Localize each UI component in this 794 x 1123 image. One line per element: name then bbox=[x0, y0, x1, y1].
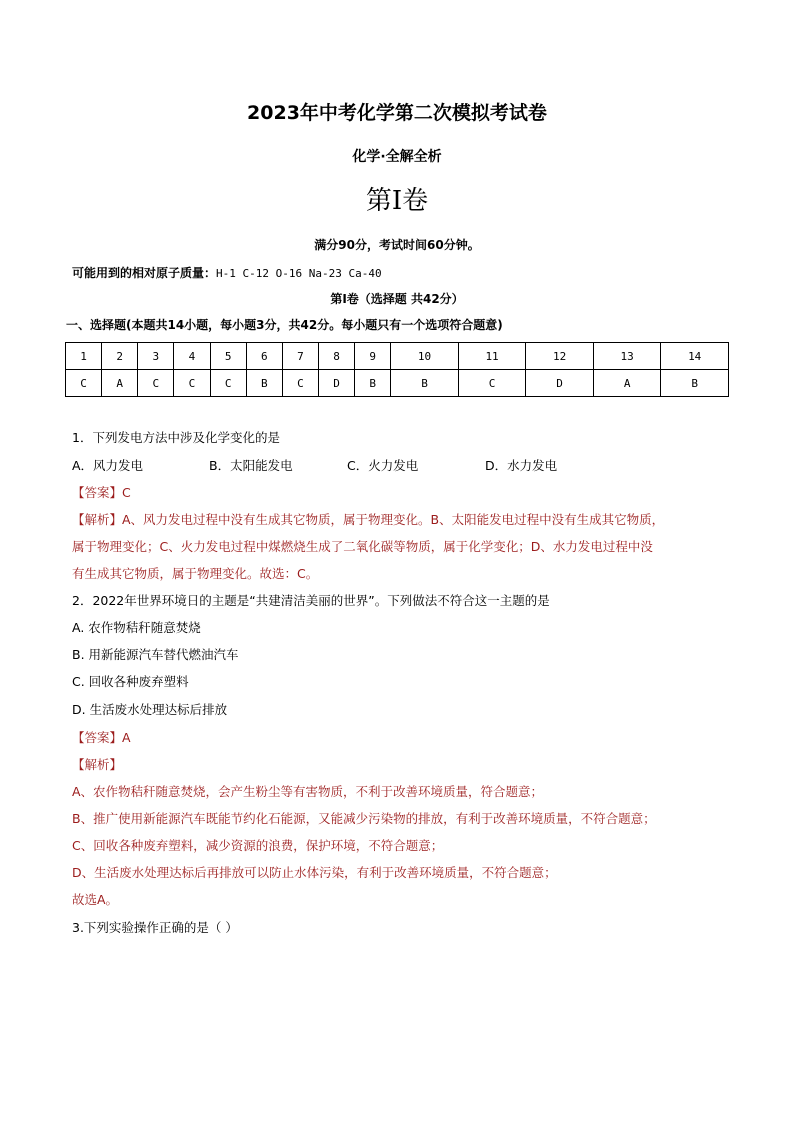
table-cell: 6 bbox=[246, 343, 282, 370]
q1-analysis-line: 有生成其它物质，属于物理变化。故选：C。 bbox=[72, 566, 319, 581]
table-cell: 7 bbox=[282, 343, 318, 370]
page-title: 2023年中考化学第二次模拟考试卷 bbox=[247, 102, 547, 124]
q2-analysis-line: B、推广使用新能源汽车既能节约化石能源，又能减少污染物的排放，有利于改善环境质量，不符合题意； bbox=[72, 811, 656, 826]
table-cell: 9 bbox=[355, 343, 391, 370]
q2-question: 2．2022年世界环境日的主题是“共建清洁美丽的世界”。下列做法不符合这一主题的是 bbox=[72, 593, 550, 608]
table-cell: 11 bbox=[458, 343, 526, 370]
page-subtitle: 化学·全解全析 bbox=[352, 149, 442, 165]
table-cell: A bbox=[102, 370, 138, 397]
q1-analysis-line: 属于物理变化；C、火力发电过程中煤燃烧生成了二氧化碳等物质，属于化学变化；D、水力发电过程中没 bbox=[72, 539, 653, 554]
table-cell: B bbox=[355, 370, 391, 397]
volume-title: 第Ⅰ卷 bbox=[365, 186, 429, 216]
section-one-heading: 一、选择题(本题共14小题，每小题3分，共42分。每小题只有一个选项符合题意) bbox=[66, 318, 503, 332]
table-cell: 14 bbox=[661, 343, 729, 370]
table-cell: 1 bbox=[66, 343, 102, 370]
table-cell: C bbox=[138, 370, 174, 397]
q1-option-d: D．水力发电 bbox=[485, 458, 558, 473]
q1-options bbox=[72, 456, 557, 474]
table-cell: D bbox=[318, 370, 354, 397]
table-cell: D bbox=[526, 370, 594, 397]
table-cell: B bbox=[246, 370, 282, 397]
atomic-mass-info bbox=[72, 264, 382, 281]
q1-option-b: B．太阳能发电 bbox=[209, 458, 293, 473]
answer-table-number-row bbox=[66, 343, 729, 370]
atomic-mass-values: H-1 C-12 O-16 Na-23 Ca-40 bbox=[216, 267, 382, 280]
q1-question: 1．下列发电方法中涉及化学变化的是 bbox=[72, 430, 280, 445]
q1-answer: 【答案】C bbox=[72, 485, 131, 500]
table-cell: B bbox=[661, 370, 729, 397]
table-cell: 4 bbox=[174, 343, 210, 370]
table-cell: 10 bbox=[391, 343, 459, 370]
table-cell: 8 bbox=[318, 343, 354, 370]
table-cell: C bbox=[66, 370, 102, 397]
table-cell: C bbox=[174, 370, 210, 397]
table-cell: A bbox=[593, 370, 661, 397]
table-cell: 2 bbox=[102, 343, 138, 370]
table-cell: B bbox=[391, 370, 459, 397]
table-cell: 5 bbox=[210, 343, 246, 370]
table-cell: 12 bbox=[526, 343, 594, 370]
q2-analysis-line: 故选A。 bbox=[72, 892, 119, 907]
q2-option-c: C. 回收各种废弃塑料 bbox=[72, 674, 189, 689]
q2-analysis-line: C、回收各种废弃塑料，减少资源的浪费，保护环境，不符合题意； bbox=[72, 838, 444, 853]
q2-analysis-line: D、生活废水处理达标后再排放可以防止水体污染，有利于改善环境质量，不符合题意； bbox=[72, 865, 557, 880]
table-cell: 3 bbox=[138, 343, 174, 370]
q1-option-c: C．火力发电 bbox=[347, 458, 419, 473]
atomic-mass-label: 可能用到的相对原子质量： bbox=[72, 266, 217, 280]
table-cell: C bbox=[282, 370, 318, 397]
score-time-info: 满分90分，考试时间60分钟。 bbox=[314, 238, 480, 252]
q1-analysis-line: 【解析】A、风力发电过程中没有生成其它物质，属于物理变化。B、太阳能发电过程中没有生成其它物质， bbox=[72, 512, 665, 527]
q2-option-a: A. 农作物秸秆随意焚烧 bbox=[72, 620, 201, 635]
q2-option-d: D. 生活废水处理达标后排放 bbox=[72, 702, 228, 717]
q2-analysis-label: 【解析】 bbox=[72, 757, 123, 772]
table-cell: C bbox=[210, 370, 246, 397]
q2-answer: 【答案】A bbox=[72, 730, 131, 745]
q2-option-b: B. 用新能源汽车替代燃油汽车 bbox=[72, 647, 239, 662]
answer-table-answer-row bbox=[66, 370, 729, 397]
table-cell: C bbox=[458, 370, 526, 397]
table-cell: 13 bbox=[593, 343, 661, 370]
answer-table bbox=[65, 342, 729, 397]
volume-one-heading: 第Ⅰ卷（选择题 共42分） bbox=[330, 292, 464, 306]
q1-option-a: A．风力发电 bbox=[72, 458, 144, 473]
q2-analysis-line: A、农作物秸秆随意焚烧，会产生粉尘等有害物质，不利于改善环境质量，符合题意； bbox=[72, 784, 544, 799]
q3-question: 3.下列实验操作正确的是（ ） bbox=[72, 920, 238, 935]
